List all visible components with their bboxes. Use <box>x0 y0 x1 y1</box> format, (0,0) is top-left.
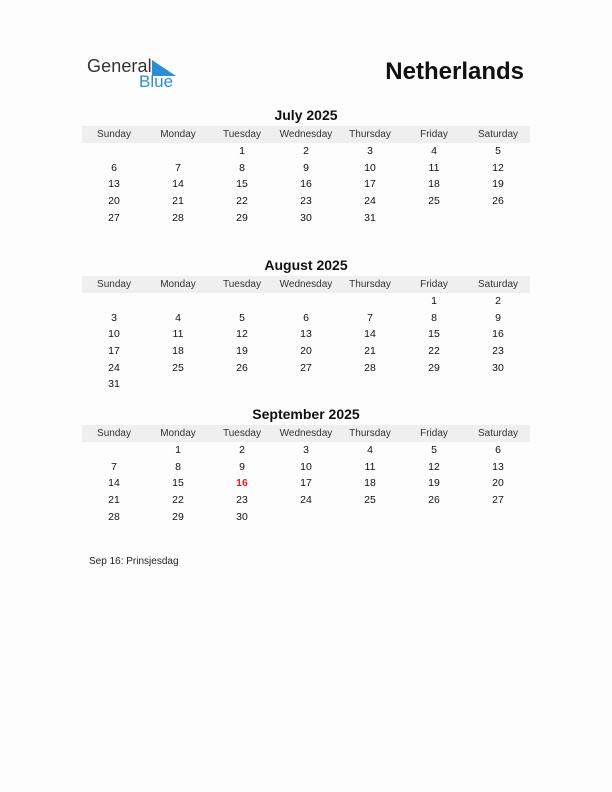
month-september <box>82 405 530 525</box>
weekday-label: Saturday <box>477 129 519 140</box>
day-cell: 29 <box>428 361 440 374</box>
weekday-label: Thursday <box>349 129 391 140</box>
empty-day-cell <box>146 143 210 160</box>
day-cell: 3 <box>367 145 373 157</box>
week-row <box>82 360 530 377</box>
empty-day-cell <box>210 293 274 310</box>
day-cell: 3 <box>111 311 117 324</box>
month-july <box>82 106 530 226</box>
day-cell: 15 <box>172 477 184 490</box>
week-row <box>82 210 530 227</box>
day-cell: 13 <box>108 178 120 191</box>
weekday-label: Tuesday <box>223 129 261 140</box>
weekday-label: Sunday <box>97 129 131 140</box>
day-cell: 6 <box>495 444 501 456</box>
weekday-label: Wednesday <box>279 129 333 140</box>
day-cell: 8 <box>431 311 437 324</box>
empty-day-cell <box>82 442 146 459</box>
day-cell: 9 <box>495 311 501 324</box>
day-cell: 16 <box>492 328 504 341</box>
day-cell: 2 <box>495 295 501 307</box>
day-cell: 22 <box>428 345 440 358</box>
day-cell: 15 <box>428 328 440 341</box>
day-cell: 28 <box>108 510 120 523</box>
day-cell: 16 <box>300 178 312 191</box>
weekday-label: Friday <box>420 279 448 290</box>
day-cell: 12 <box>492 161 504 174</box>
weekday-header-row <box>82 126 530 143</box>
month-title: September 2025 <box>252 406 360 422</box>
day-cell: 18 <box>428 178 440 191</box>
day-cell: 27 <box>300 361 312 374</box>
holiday-day-cell: 16 <box>236 477 248 490</box>
month-title: July 2025 <box>274 107 338 123</box>
day-cell: 14 <box>172 178 184 191</box>
day-cell: 24 <box>364 195 376 208</box>
day-cell: 18 <box>172 345 184 358</box>
day-cell: 11 <box>364 460 376 473</box>
day-cell: 17 <box>108 345 120 358</box>
empty-day-cell <box>402 376 466 393</box>
weekday-header-row <box>82 276 530 293</box>
empty-day-cell <box>82 143 146 160</box>
day-cell: 17 <box>300 477 312 490</box>
day-cell: 10 <box>108 328 120 341</box>
weekday-label: Tuesday <box>223 428 261 439</box>
empty-day-cell <box>402 210 466 227</box>
day-cell: 1 <box>175 444 181 456</box>
weekday-label: Wednesday <box>279 428 333 439</box>
empty-day-cell <box>402 509 466 526</box>
logo-general-text: General <box>87 56 152 76</box>
week-row <box>82 293 530 310</box>
weekday-label: Friday <box>420 129 448 140</box>
day-cell: 19 <box>236 345 248 358</box>
day-cell: 2 <box>303 145 309 157</box>
week-row <box>82 376 530 393</box>
day-cell: 26 <box>492 195 504 208</box>
day-cell: 3 <box>303 444 309 456</box>
week-row <box>82 160 530 177</box>
day-cell: 31 <box>364 211 376 224</box>
week-row <box>82 509 530 526</box>
week-row <box>82 193 530 210</box>
day-cell: 7 <box>175 161 181 174</box>
day-cell: 23 <box>492 345 504 358</box>
day-cell: 4 <box>367 444 373 456</box>
country-title: Netherlands <box>385 58 524 85</box>
day-cell: 27 <box>492 494 504 507</box>
day-cell: 4 <box>175 311 181 324</box>
empty-day-cell <box>466 210 530 227</box>
day-cell: 25 <box>428 195 440 208</box>
day-cell: 29 <box>172 510 184 523</box>
month-title: August 2025 <box>264 257 348 273</box>
week-row <box>82 326 530 343</box>
weekday-label: Monday <box>160 279 196 290</box>
day-cell: 22 <box>236 195 248 208</box>
weekday-label: Saturday <box>477 279 519 290</box>
empty-day-cell <box>146 376 210 393</box>
day-cell: 17 <box>364 178 376 191</box>
day-cell: 5 <box>495 145 501 157</box>
weekday-label: Tuesday <box>223 279 261 290</box>
weekday-label: Monday <box>160 129 196 140</box>
week-row <box>82 343 530 360</box>
day-cell: 1 <box>431 295 437 307</box>
day-cell: 21 <box>172 195 184 208</box>
day-cell: 18 <box>364 477 376 490</box>
empty-day-cell <box>466 376 530 393</box>
day-cell: 9 <box>239 460 245 473</box>
week-row <box>82 310 530 327</box>
day-cell: 30 <box>492 361 504 374</box>
empty-day-cell <box>338 293 402 310</box>
day-cell: 30 <box>236 510 248 523</box>
week-row <box>82 492 530 509</box>
weekday-label: Thursday <box>349 428 391 439</box>
day-cell: 9 <box>303 161 309 174</box>
empty-day-cell <box>210 376 274 393</box>
day-cell: 13 <box>300 328 312 341</box>
day-cell: 20 <box>300 345 312 358</box>
empty-day-cell <box>82 293 146 310</box>
day-cell: 10 <box>364 161 376 174</box>
day-cell: 7 <box>111 460 117 473</box>
day-cell: 21 <box>108 494 120 507</box>
weekday-label: Saturday <box>477 428 519 439</box>
day-cell: 28 <box>172 211 184 224</box>
day-cell: 6 <box>303 311 309 324</box>
day-cell: 8 <box>175 460 181 473</box>
empty-day-cell <box>338 509 402 526</box>
weekday-header-row <box>82 425 530 442</box>
day-cell: 26 <box>236 361 248 374</box>
weekday-label: Monday <box>160 428 196 439</box>
day-cell: 19 <box>428 477 440 490</box>
empty-day-cell <box>146 293 210 310</box>
weekday-label: Thursday <box>349 279 391 290</box>
day-cell: 23 <box>236 494 248 507</box>
day-cell: 14 <box>108 477 120 490</box>
day-cell: 23 <box>300 195 312 208</box>
logo <box>87 56 187 92</box>
day-cell: 14 <box>364 328 376 341</box>
day-cell: 25 <box>172 361 184 374</box>
day-cell: 6 <box>111 161 117 174</box>
weekday-label: Wednesday <box>279 279 333 290</box>
day-cell: 25 <box>364 494 376 507</box>
day-cell: 1 <box>239 145 245 157</box>
day-cell: 5 <box>239 311 245 324</box>
day-cell: 12 <box>236 328 248 341</box>
day-cell: 10 <box>300 460 312 473</box>
empty-day-cell <box>274 509 338 526</box>
week-row <box>82 143 530 160</box>
day-cell: 28 <box>364 361 376 374</box>
holiday-note: Sep 16: Prinsjesdag <box>89 556 179 567</box>
day-cell: 30 <box>300 211 312 224</box>
weekday-label: Friday <box>420 428 448 439</box>
day-cell: 12 <box>428 460 440 473</box>
day-cell: 15 <box>236 178 248 191</box>
day-cell: 11 <box>172 328 184 341</box>
day-cell: 24 <box>300 494 312 507</box>
week-row <box>82 176 530 193</box>
weekday-label: Sunday <box>97 428 131 439</box>
empty-day-cell <box>338 376 402 393</box>
day-cell: 31 <box>108 378 120 391</box>
holiday-notes <box>89 556 179 567</box>
week-row <box>82 475 530 492</box>
day-cell: 8 <box>239 161 245 174</box>
empty-day-cell <box>274 376 338 393</box>
day-cell: 22 <box>172 494 184 507</box>
empty-day-cell <box>274 293 338 310</box>
empty-day-cell <box>466 509 530 526</box>
week-row <box>82 459 530 476</box>
day-cell: 21 <box>364 345 376 358</box>
day-cell: 2 <box>239 444 245 456</box>
day-cell: 7 <box>367 311 373 324</box>
month-august <box>82 256 530 393</box>
day-cell: 13 <box>492 460 504 473</box>
day-cell: 11 <box>428 161 440 174</box>
day-cell: 26 <box>428 494 440 507</box>
weekday-label: Sunday <box>97 279 131 290</box>
day-cell: 4 <box>431 145 437 157</box>
day-cell: 20 <box>108 195 120 208</box>
day-cell: 19 <box>492 178 504 191</box>
day-cell: 29 <box>236 211 248 224</box>
day-cell: 27 <box>108 211 120 224</box>
day-cell: 5 <box>431 444 437 456</box>
week-row <box>82 442 530 459</box>
day-cell: 24 <box>108 361 120 374</box>
logo-blue-text: Blue <box>139 72 174 91</box>
day-cell: 20 <box>492 477 504 490</box>
